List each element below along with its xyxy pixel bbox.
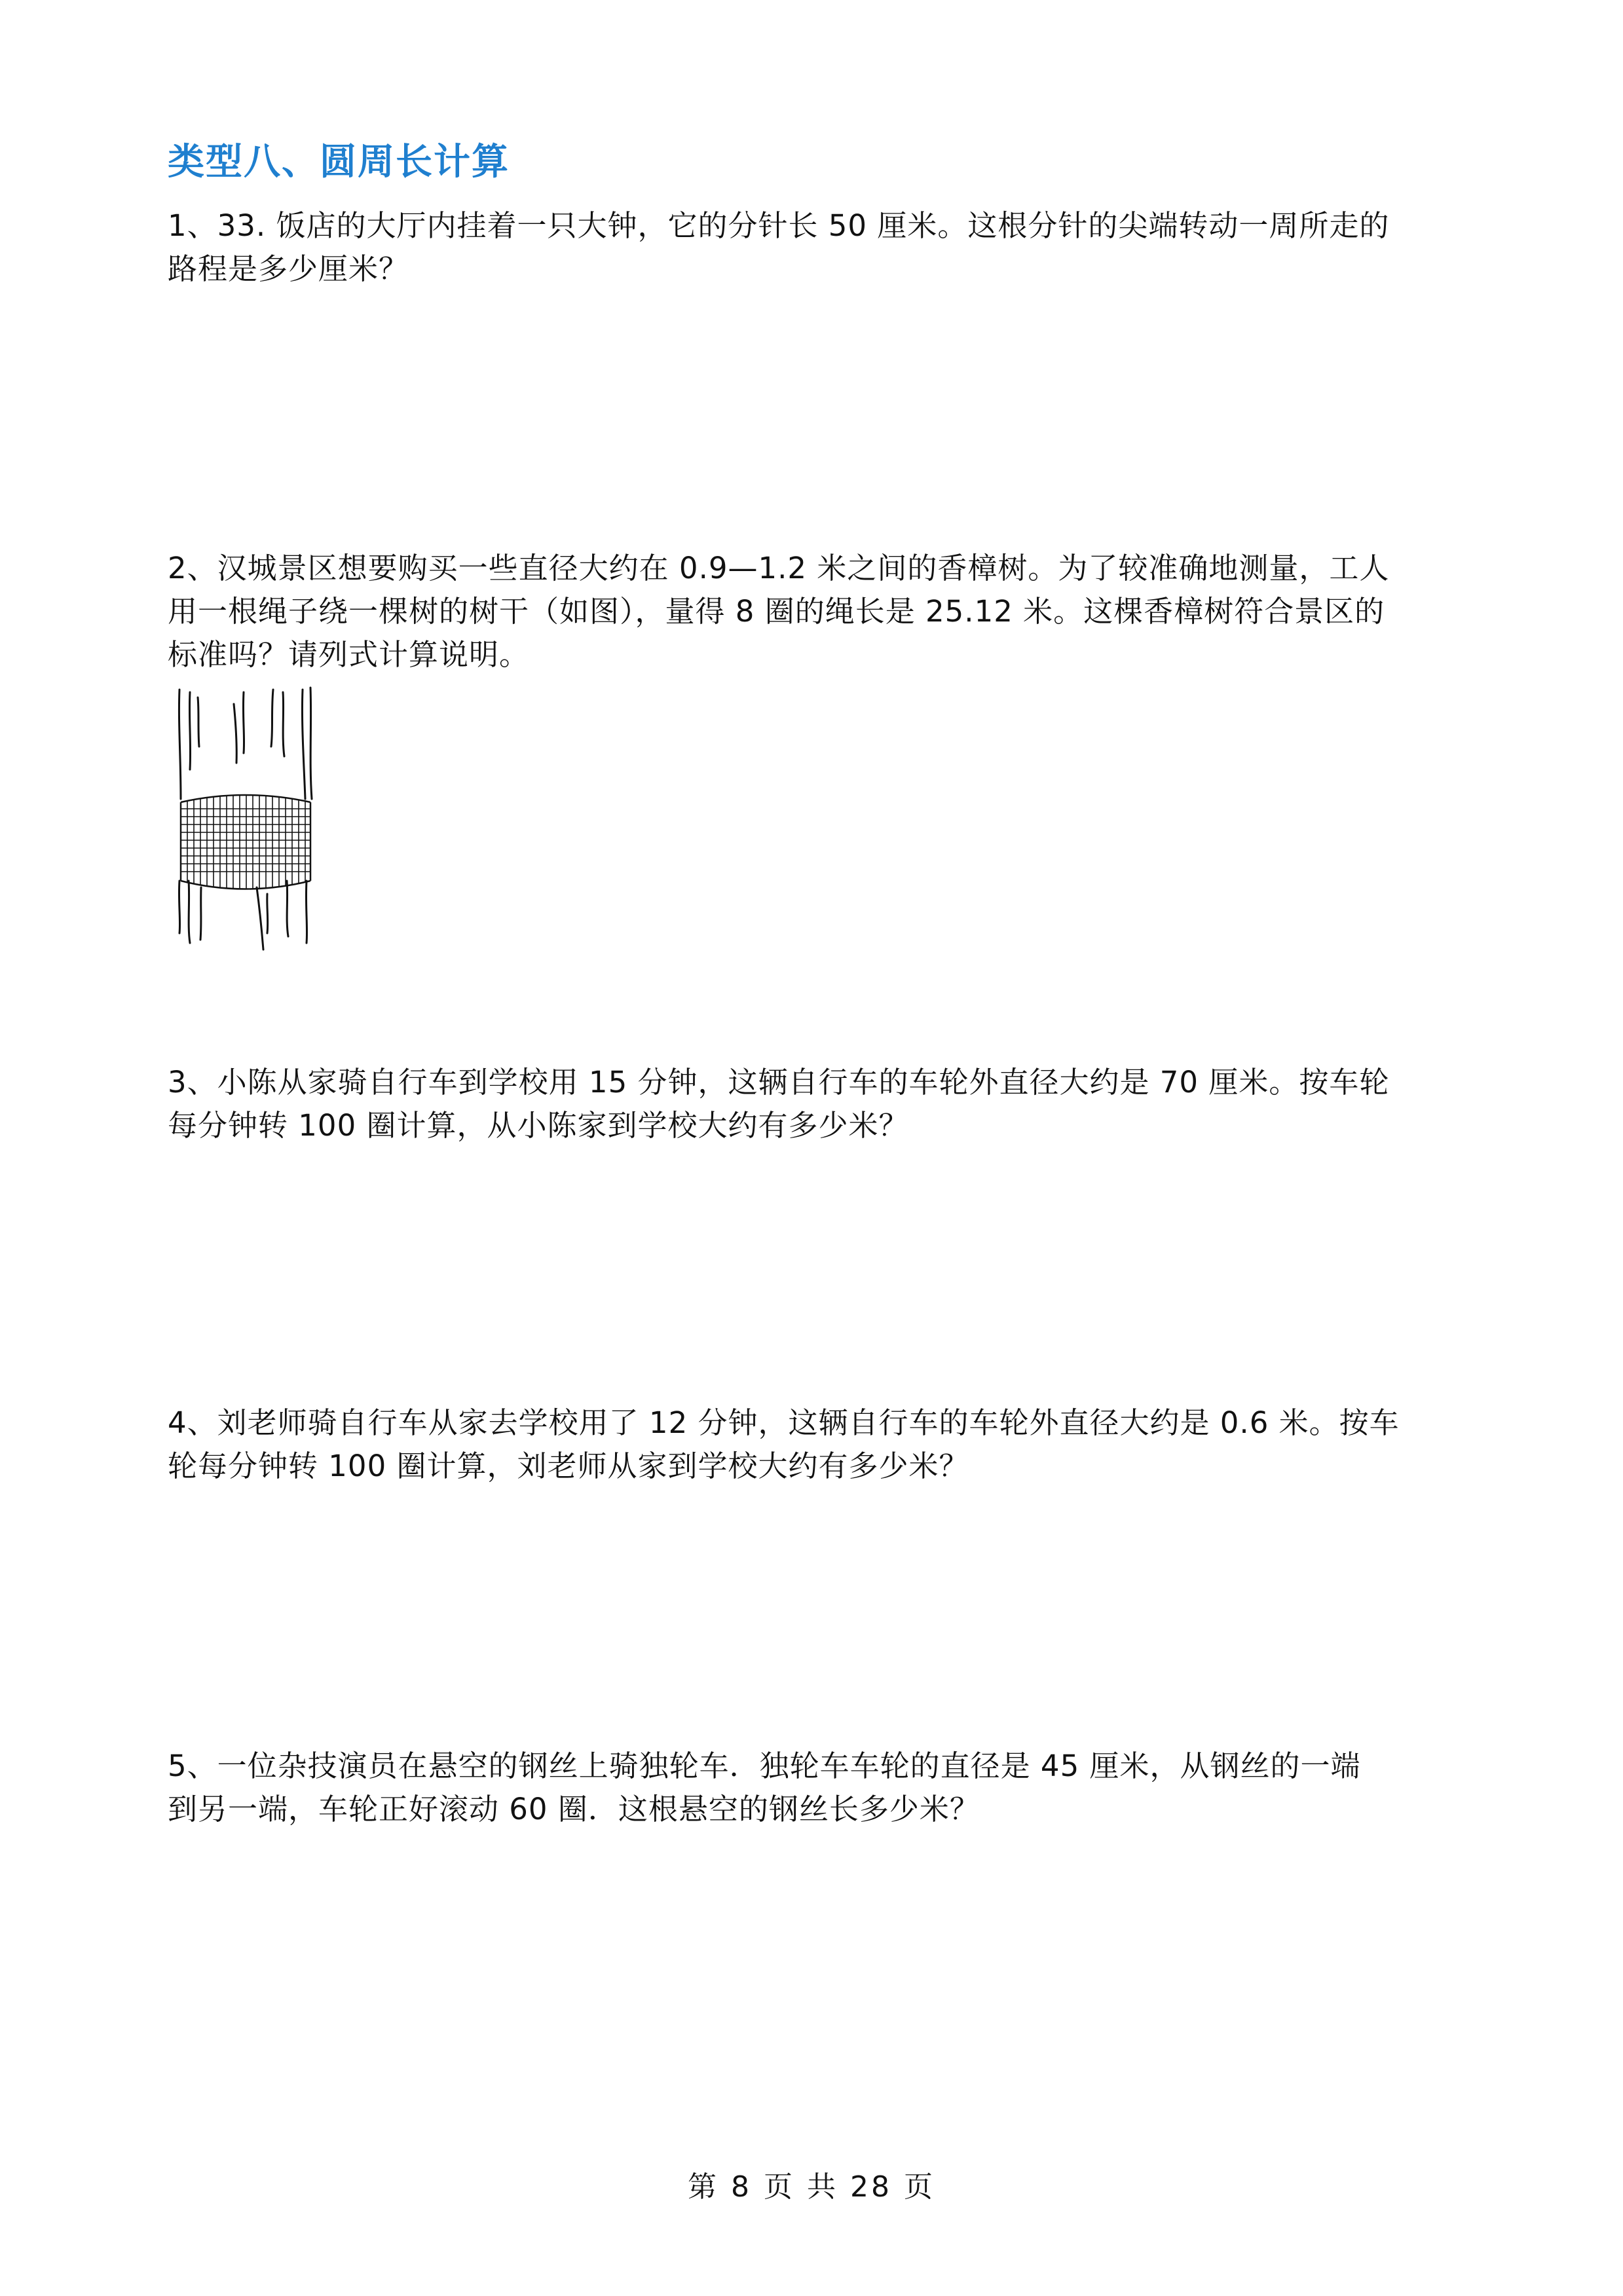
question-1-line-2: 路程是多少厘米？ [168,251,409,286]
question-4 [168,1401,1464,1488]
tree-trunk-drawing [172,684,329,953]
question-4-line-1: 4、刘老师骑自行车从家去学校用了 12 分钟，这辆自行车的车轮外直径大约是 0.6 米。按车 [168,1405,1400,1440]
page-number-footer: 第 8 页 共 28 页 [688,2170,935,2204]
question-2-line-2: 用一根绳子绕一棵树的树干（如图），量得 8 圈的绳长是 25.12 米。这棵香樟树符合景区的 [168,594,1385,629]
question-3-line-2: 每分钟转 100 圈计算，从小陈家到学校大约有多少米？ [168,1108,909,1143]
question-1-line-1: 1、33. 饭店的大厅内挂着一只大钟，它的分针长 50 厘米。这根分针的尖端转动一周所走的 [168,208,1390,243]
question-1 [168,204,1464,291]
question-2 [168,547,1464,676]
question-4-line-2: 轮每分钟转 100 圈计算，刘老师从家到学校大约有多少米？ [168,1449,969,1483]
tree-trunk-rope-illustration [172,684,329,953]
question-2-line-1: 2、汉城景区想要购买一些直径大约在 0.9—1.2 米之间的香樟树。为了较准确地测量，工人 [168,551,1390,585]
question-3-line-1: 3、小陈从家骑自行车到学校用 15 分钟，这辆自行车的车轮外直径大约是 70 厘米。按车轮 [168,1065,1390,1100]
question-5-line-1: 5、一位杂技演员在悬空的钢丝上骑独轮车．独轮车车轮的直径是 45 厘米，从钢丝的一端 [168,1749,1361,1783]
section-title: 类型八、圆周长计算 [168,141,510,183]
question-2-line-3: 标准吗？请列式计算说明。 [168,637,530,672]
question-5 [168,1745,1464,1831]
question-5-line-2: 到另一端，车轮正好滚动 60 圈．这根悬空的钢丝长多少米？ [168,1792,980,1826]
question-3 [168,1061,1464,1147]
